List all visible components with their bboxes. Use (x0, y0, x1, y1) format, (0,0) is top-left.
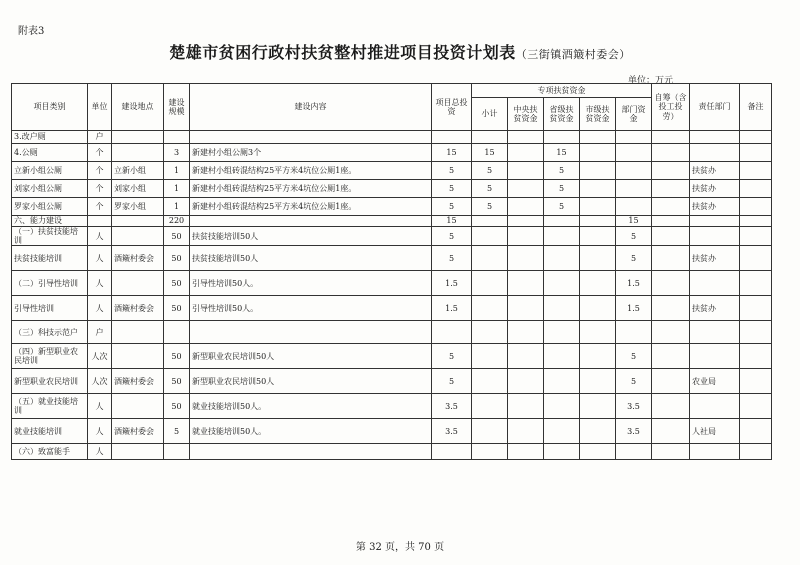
cell-location: 酒簸村委会 (112, 246, 164, 271)
cell-central (508, 296, 544, 321)
cell-central (508, 369, 544, 394)
cell-dept-funds: 5 (616, 227, 652, 246)
cell-total: 5 (432, 344, 472, 369)
cell-content: 新建村小组砖混结构25平方米4坑位公厕1座。 (190, 198, 432, 216)
cell-city (580, 198, 616, 216)
cell-total: 15 (432, 144, 472, 162)
cell-dept: 扶贫办 (690, 162, 740, 180)
cell-scale: 50 (164, 271, 190, 296)
cell-total: 5 (432, 369, 472, 394)
cell-location (112, 227, 164, 246)
cell-location (112, 216, 164, 227)
cell-unit: 人 (88, 296, 112, 321)
cell-subtotal: 15 (472, 144, 508, 162)
cell-self-raised (652, 131, 690, 144)
table-row (12, 444, 772, 460)
header-scale: 建设规模 (164, 84, 190, 131)
cell-dept-funds: 1.5 (616, 296, 652, 321)
cell-category: （六）致富能手 (12, 444, 88, 460)
cell-provincial: 5 (544, 162, 580, 180)
cell-dept (690, 394, 740, 419)
cell-content: 扶贫技能培训50人 (190, 246, 432, 271)
cell-subtotal (472, 131, 508, 144)
page-footer: 第 32 页，共 70 页 (355, 542, 445, 553)
cell-provincial (544, 216, 580, 227)
header-city: 市级扶贫资金 (580, 98, 616, 131)
cell-provincial: 5 (544, 198, 580, 216)
cell-self-raised (652, 321, 690, 344)
cell-content (190, 216, 432, 227)
cell-provincial (544, 296, 580, 321)
cell-dept-funds: 5 (616, 369, 652, 394)
cell-scale: 5 (164, 419, 190, 444)
cell-remark (740, 321, 772, 344)
cell-dept (690, 271, 740, 296)
cell-subtotal (472, 444, 508, 460)
cell-unit: 个 (88, 198, 112, 216)
table-body (12, 131, 772, 460)
cell-central (508, 271, 544, 296)
cell-self-raised (652, 162, 690, 180)
table-row (12, 419, 772, 444)
cell-self-raised (652, 271, 690, 296)
cell-remark (740, 419, 772, 444)
cell-dept-funds (616, 198, 652, 216)
cell-total: 5 (432, 227, 472, 246)
cell-remark (740, 180, 772, 198)
cell-location: 刘家小组 (112, 180, 164, 198)
cell-provincial: 5 (544, 180, 580, 198)
cell-dept-funds (616, 162, 652, 180)
cell-total: 5 (432, 162, 472, 180)
page-title (0, 40, 800, 63)
cell-subtotal (472, 344, 508, 369)
cell-central (508, 344, 544, 369)
cell-location: 酒簸村委会 (112, 419, 164, 444)
cell-category: （四）新型职业农民培训 (12, 344, 88, 369)
cell-scale: 3 (164, 144, 190, 162)
table-row (12, 296, 772, 321)
cell-dept-funds: 5 (616, 246, 652, 271)
cell-content (190, 321, 432, 344)
table-row (12, 216, 772, 227)
cell-category: 罗家小组公厕 (12, 198, 88, 216)
cell-total: 5 (432, 246, 472, 271)
cell-category: （二）引导性培训 (12, 271, 88, 296)
cell-provincial (544, 131, 580, 144)
cell-scale: 50 (164, 394, 190, 419)
cell-location (112, 344, 164, 369)
cell-scale: 50 (164, 227, 190, 246)
header-provincial: 省级扶贫资金 (544, 98, 580, 131)
cell-remark (740, 216, 772, 227)
cell-self-raised (652, 216, 690, 227)
table-row (12, 369, 772, 394)
cell-self-raised (652, 444, 690, 460)
cell-category: 六、能力建设 (12, 216, 88, 227)
title-subtitle: （三街镇酒簸村委会） (515, 48, 631, 61)
cell-content: 引导性培训50人。 (190, 271, 432, 296)
cell-dept-funds (616, 131, 652, 144)
cell-category: 引导性培训 (12, 296, 88, 321)
cell-dept-funds (616, 144, 652, 162)
cell-scale: 220 (164, 216, 190, 227)
table-row (12, 344, 772, 369)
cell-content (190, 131, 432, 144)
cell-location: 酒簸村委会 (112, 296, 164, 321)
cell-scale: 50 (164, 344, 190, 369)
investment-plan-table (11, 83, 772, 460)
cell-category: 刘家小组公厕 (12, 180, 88, 198)
cell-content: 新型职业农民培训50人 (190, 344, 432, 369)
cell-unit: 个 (88, 144, 112, 162)
cell-dept: 扶贫办 (690, 246, 740, 271)
cell-remark (740, 369, 772, 394)
cell-category: （一）扶贫技能培训 (12, 227, 88, 246)
cell-central (508, 131, 544, 144)
table-row (12, 198, 772, 216)
cell-provincial (544, 321, 580, 344)
cell-scale (164, 444, 190, 460)
cell-unit: 个 (88, 180, 112, 198)
cell-total: 1.5 (432, 271, 472, 296)
cell-city (580, 162, 616, 180)
cell-scale (164, 131, 190, 144)
cell-city (580, 180, 616, 198)
cell-location (112, 271, 164, 296)
table-row (12, 394, 772, 419)
cell-central (508, 227, 544, 246)
cell-remark (740, 246, 772, 271)
cell-self-raised (652, 227, 690, 246)
cell-total: 3.5 (432, 394, 472, 419)
cell-subtotal (472, 271, 508, 296)
cell-location: 酒簸村委会 (112, 369, 164, 394)
cell-subtotal (472, 246, 508, 271)
cell-remark (740, 131, 772, 144)
cell-self-raised (652, 180, 690, 198)
cell-location: 罗家小组 (112, 198, 164, 216)
cell-dept-funds: 1.5 (616, 271, 652, 296)
table-row (12, 144, 772, 162)
cell-city (580, 369, 616, 394)
cell-remark (740, 144, 772, 162)
cell-central (508, 144, 544, 162)
cell-dept: 农业局 (690, 369, 740, 394)
cell-dept-funds (616, 180, 652, 198)
cell-unit: 户 (88, 131, 112, 144)
cell-scale: 1 (164, 162, 190, 180)
cell-remark (740, 162, 772, 180)
cell-unit: 人次 (88, 369, 112, 394)
cell-subtotal (472, 419, 508, 444)
cell-provincial (544, 344, 580, 369)
cell-city (580, 216, 616, 227)
cell-total: 3.5 (432, 419, 472, 444)
cell-category: 立新小组公厕 (12, 162, 88, 180)
header-content: 建设内容 (190, 84, 432, 131)
cell-dept-funds: 3.5 (616, 394, 652, 419)
cell-remark (740, 271, 772, 296)
cell-dept (690, 216, 740, 227)
cell-dept (690, 227, 740, 246)
cell-subtotal (472, 296, 508, 321)
cell-unit: 人 (88, 444, 112, 460)
cell-self-raised (652, 394, 690, 419)
header-special-funds: 专项扶贫资金 (472, 84, 652, 98)
cell-dept (690, 131, 740, 144)
cell-dept: 扶贫办 (690, 180, 740, 198)
cell-self-raised (652, 246, 690, 271)
cell-self-raised (652, 198, 690, 216)
cell-remark (740, 444, 772, 460)
cell-central (508, 444, 544, 460)
cell-city (580, 444, 616, 460)
cell-central (508, 246, 544, 271)
cell-unit: 人 (88, 246, 112, 271)
cell-category: 4.公厕 (12, 144, 88, 162)
cell-unit: 人 (88, 227, 112, 246)
cell-category: 就业技能培训 (12, 419, 88, 444)
header-subtotal: 小计 (472, 98, 508, 131)
cell-central (508, 162, 544, 180)
cell-subtotal: 5 (472, 198, 508, 216)
cell-dept-funds (616, 444, 652, 460)
cell-content (190, 444, 432, 460)
header-total: 项目总投资 (432, 84, 472, 131)
cell-provincial (544, 419, 580, 444)
cell-unit: 人次 (88, 344, 112, 369)
header-unit: 单位 (88, 84, 112, 131)
cell-provincial (544, 394, 580, 419)
cell-subtotal (472, 394, 508, 419)
cell-location: 立新小组 (112, 162, 164, 180)
cell-location (112, 144, 164, 162)
cell-total (432, 131, 472, 144)
cell-city (580, 321, 616, 344)
cell-total (432, 444, 472, 460)
cell-content: 就业技能培训50人。 (190, 419, 432, 444)
cell-location (112, 394, 164, 419)
cell-central (508, 198, 544, 216)
cell-category: 扶贫技能培训 (12, 246, 88, 271)
cell-city (580, 296, 616, 321)
table-row (12, 131, 772, 144)
cell-dept: 扶贫办 (690, 198, 740, 216)
cell-dept (690, 444, 740, 460)
cell-central (508, 394, 544, 419)
cell-content: 新建村小组砖混结构25平方米4坑位公厕1座。 (190, 162, 432, 180)
cell-category: 新型职业农民培训 (12, 369, 88, 394)
cell-category: （五）就业技能培训 (12, 394, 88, 419)
cell-unit: 人 (88, 394, 112, 419)
cell-total: 5 (432, 180, 472, 198)
annex-label: 附表3 (18, 26, 45, 37)
cell-self-raised (652, 144, 690, 162)
cell-remark (740, 198, 772, 216)
cell-unit: 户 (88, 321, 112, 344)
cell-subtotal: 5 (472, 180, 508, 198)
cell-content: 就业技能培训50人。 (190, 394, 432, 419)
cell-provincial: 15 (544, 144, 580, 162)
cell-self-raised (652, 369, 690, 394)
header-category: 项目类别 (12, 84, 88, 131)
table-row (12, 321, 772, 344)
cell-remark (740, 394, 772, 419)
cell-dept (690, 321, 740, 344)
cell-provincial (544, 246, 580, 271)
title-main: 楚雄市贫困行政村扶贫整村推进项目投资计划表 (169, 43, 516, 62)
cell-scale: 1 (164, 198, 190, 216)
cell-city (580, 144, 616, 162)
header-location: 建设地点 (112, 84, 164, 131)
cell-total: 1.5 (432, 296, 472, 321)
cell-remark (740, 296, 772, 321)
cell-location (112, 131, 164, 144)
table-row (12, 271, 772, 296)
cell-city (580, 271, 616, 296)
cell-city (580, 131, 616, 144)
cell-dept: 扶贫办 (690, 296, 740, 321)
cell-scale: 1 (164, 180, 190, 198)
cell-total: 5 (432, 198, 472, 216)
cell-scale: 50 (164, 296, 190, 321)
cell-central (508, 419, 544, 444)
unit-label: 单位：万元 (628, 76, 674, 86)
cell-provincial (544, 227, 580, 246)
table-row (12, 162, 772, 180)
header-dept-funds: 部门资金 (616, 98, 652, 131)
table-header (12, 84, 772, 131)
cell-subtotal (472, 227, 508, 246)
cell-self-raised (652, 296, 690, 321)
cell-unit: 个 (88, 162, 112, 180)
header-dept: 责任部门 (690, 84, 740, 131)
cell-category: 3.改户厕 (12, 131, 88, 144)
cell-city (580, 344, 616, 369)
cell-dept-funds: 3.5 (616, 419, 652, 444)
cell-city (580, 227, 616, 246)
cell-total: 15 (432, 216, 472, 227)
header-central: 中央扶贫资金 (508, 98, 544, 131)
cell-subtotal (472, 321, 508, 344)
table-row (12, 227, 772, 246)
cell-content: 新建村小组公厕3个 (190, 144, 432, 162)
cell-remark (740, 227, 772, 246)
cell-unit (88, 216, 112, 227)
cell-central (508, 180, 544, 198)
cell-dept-funds: 15 (616, 216, 652, 227)
cell-provincial (544, 369, 580, 394)
cell-content: 新型职业农民培训50人 (190, 369, 432, 394)
cell-unit: 人 (88, 271, 112, 296)
cell-remark (740, 344, 772, 369)
cell-central (508, 321, 544, 344)
header-remark: 备注 (740, 84, 772, 131)
cell-unit: 人 (88, 419, 112, 444)
cell-city (580, 419, 616, 444)
cell-provincial (544, 271, 580, 296)
cell-city (580, 246, 616, 271)
cell-location (112, 321, 164, 344)
cell-subtotal: 5 (472, 162, 508, 180)
table-row (12, 246, 772, 271)
cell-dept (690, 344, 740, 369)
cell-central (508, 216, 544, 227)
table-row (12, 180, 772, 198)
cell-self-raised (652, 419, 690, 444)
cell-self-raised (652, 344, 690, 369)
cell-total (432, 321, 472, 344)
cell-dept: 人社局 (690, 419, 740, 444)
cell-category: （三）科技示范户 (12, 321, 88, 344)
cell-scale (164, 321, 190, 344)
cell-dept (690, 144, 740, 162)
cell-provincial (544, 444, 580, 460)
cell-subtotal (472, 369, 508, 394)
cell-subtotal (472, 216, 508, 227)
cell-location (112, 444, 164, 460)
cell-content: 新建村小组砖混结构25平方米4坑位公厕1座。 (190, 180, 432, 198)
cell-scale: 50 (164, 246, 190, 271)
cell-scale: 50 (164, 369, 190, 394)
cell-content: 扶贫技能培训50人 (190, 227, 432, 246)
header-self-raised: 自筹（含投工投劳） (652, 84, 690, 131)
cell-dept-funds: 5 (616, 344, 652, 369)
cell-city (580, 394, 616, 419)
cell-dept-funds (616, 321, 652, 344)
cell-content: 引导性培训50人。 (190, 296, 432, 321)
